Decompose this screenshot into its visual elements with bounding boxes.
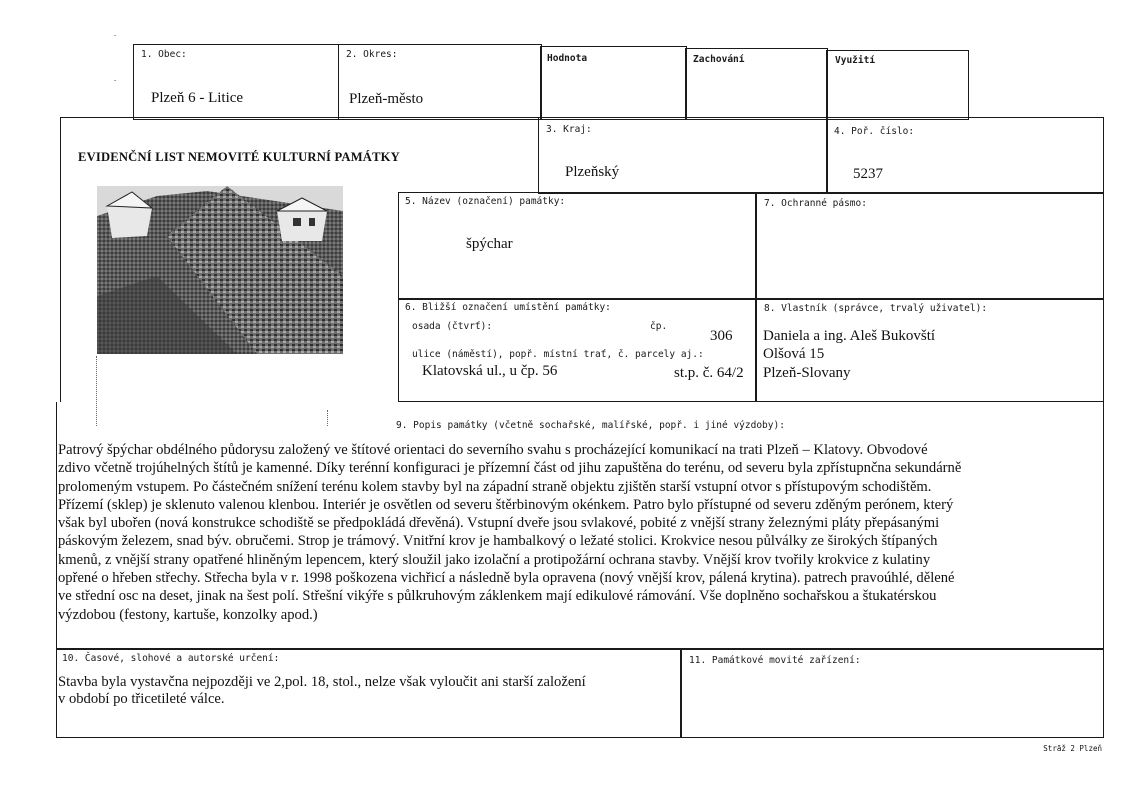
stp-value: st.p. č. 64/2 — [674, 365, 744, 381]
por-cislo-label: 4. Poř. číslo: — [834, 126, 915, 137]
ulice-value: Klatovská ul., u čp. 56 — [422, 363, 558, 379]
building-photo-icon — [97, 186, 343, 354]
kraj-label: 3. Kraj: — [546, 124, 592, 135]
popis-label: 9. Popis památky (včetně sochařské, malířské, popř. i jiné výzdoby): — [396, 420, 785, 431]
popis-line: Přízemí (sklep) je sklenuto valenou klenbou. Interiér je osvětlen od severu štěrbinovým okénkem. Patro bylo přístupné od severu zděným perónem, který — [58, 496, 954, 513]
vlastnik-line: Daniela a ing. Aleš Bukovští — [763, 328, 936, 344]
obec-value: Plzeň 6 - Litice — [151, 90, 244, 106]
popis-line: kmenů, z vnější strany opatřené hliněným lepencem, který sloužil jako izolační a protipožární ochrana stavby. Vnější krov tvořily krokvice z kulatiny — [58, 551, 931, 568]
vlastnik-label: 8. Vlastník (správce, trvalý uživatel): — [764, 303, 988, 314]
page-footer: Strãž 2 Plzeň — [1043, 744, 1102, 753]
vlastnik-line: Olšová 15 — [763, 346, 825, 362]
obec-label: 1. Obec: — [141, 49, 187, 60]
popis-line: však byl ubořen (nová konstrukce schodiště se předpokládá dřevěná). Vstupní dveře jsou svlakové, pobité z vnější strany železnými pláty přepásanými — [58, 515, 940, 532]
monument-photo — [97, 186, 343, 354]
kraj-value: Plzeňský — [565, 164, 620, 180]
scan-mark: ˇ — [114, 34, 117, 42]
popis-line: ve střední osc na deset, jinak na šest polí. Střešní vikýře s půlkruhovým záklenkem mají edikulové rámování. Vše doplněno sochařskou a štukatérskou — [58, 588, 937, 605]
zachovani-label: Zachování — [693, 54, 745, 65]
popis-line: výzdobou (festony, kartuše, konzolky apod.) — [58, 606, 318, 623]
casove-label: 10. Časové, slohové a autorské určení: — [62, 653, 280, 664]
vyuziti-label: Využití — [835, 55, 876, 66]
cp-value: 306 — [710, 328, 733, 344]
casove-line: v období po třicetileté válce. — [58, 691, 225, 707]
osada-label: osada (čtvrť): — [412, 321, 493, 332]
cp-label: čp. — [650, 321, 668, 332]
hodnota-label: Hodnota — [547, 53, 588, 64]
ochranne-pasmo-label: 7. Ochranné pásmo: — [764, 198, 867, 209]
por-cislo-value: 5237 — [853, 166, 883, 182]
nazev-value: špýchar — [466, 236, 513, 252]
ulice-label: ulice (náměstí), popř. místní trať, č. parcely aj.: — [412, 349, 704, 360]
okres-value: Plzeň-město — [349, 91, 424, 107]
form-title: EVIDENČNÍ LIST NEMOVITÉ KULTURNÍ PAMÁTKY — [78, 150, 400, 164]
nazev-field — [398, 192, 757, 300]
vlastnik-line: Plzeň-Slovany — [763, 365, 851, 381]
popis-line: zdivo včetně trojúhelných štítů je kamenné. Díky terénní konfiguraci je přízemní část od jihu zapuštěna do terénu, od severu byla zpřístupnčna sekundárně — [58, 460, 962, 477]
popis-line: páskovým železem, snad býv. obručemi. Strop je trámový. Vnitřní krov je hambalkový o ležaté stolici. Krokvice nesou půlválky ze širokých štípaných — [58, 533, 938, 550]
nazev-label: 5. Název (označení) památky: — [405, 196, 566, 207]
umisteni-label: 6. Bližší označení umístění památky: — [405, 302, 611, 313]
popis-line: prolomeným vstupem. Po částečném snížení terénu kolem stavby byl na západní straně objektu zjištěn starší vstupní otvor s přístupovým schodištěm. — [58, 478, 932, 495]
okres-label: 2. Okres: — [346, 49, 398, 60]
popis-line: Patrový špýchar obdélného půdorysu založený ve štítové orientaci do severního svahu s procházející komunikací na trati Plzeň – Klatovy. Obvodové — [58, 442, 928, 458]
popis-text — [58, 441, 1070, 624]
movite-label: 11. Památkové movité zařízení: — [689, 655, 861, 666]
popis-line: opřené o hřeben střechy. Střecha byla v r. 1998 poškozena vichřicí a následně byla opravena (nový vnější krov, pálená krytina). patrech pravoúhlé, dělené — [58, 570, 955, 587]
casove-line: Stavba byla vystavčna nejpozději ve 2,pol. 18, stol., nelze však vyloučit ani starší založení — [58, 674, 586, 690]
scan-mark: - — [114, 76, 117, 84]
